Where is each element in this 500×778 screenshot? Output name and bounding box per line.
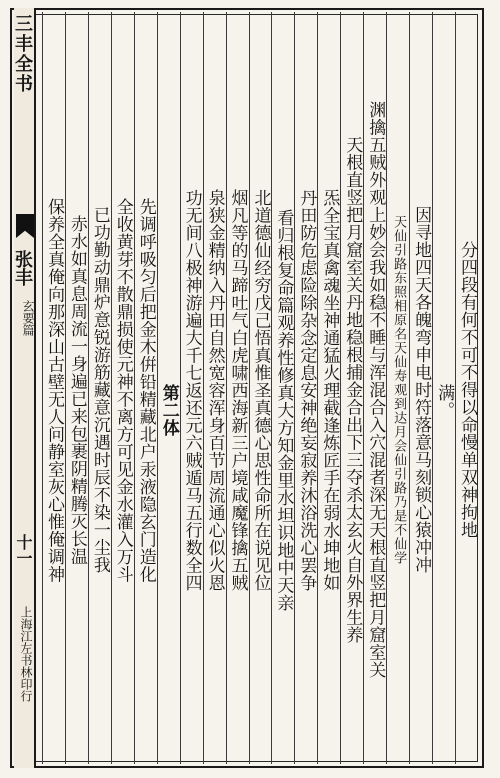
text-column: 渊擒五贼外观上妙会我如稳不睡与浑混合入穴混者深无天根直竖把月窟室关: [363, 12, 386, 764]
section-heading: 第二体: [157, 12, 180, 764]
text-column: 因寻地四天各魄弯申电时符落意马刻锁心猿冲冲: [409, 12, 432, 764]
text-column: 丹田防危虑险除杂念定息安神绝妄寂养沐浴洗心罢争: [294, 12, 317, 764]
text-column: 已功勤动鼎炉意锐游筋藏意沉遇时辰不染一尘我: [88, 12, 111, 764]
text-column: 全收黄芽不散鼎损使元神不离方可见金水灌入万斗: [111, 12, 134, 764]
text-column: 看归根复命篇观养性修真大方知金里水坦识地中天亲: [271, 12, 294, 764]
banxin-page-number: 十一: [14, 534, 33, 566]
text-column: 先调呼吸匀后把金木倂铅精藏北户汞液隐玄门造化: [134, 12, 157, 764]
banxin-volume: 玄要篇: [21, 300, 35, 336]
text-column: 天根直竖把月窟室关丹地稳根捕金合出下三夺杀太玄火自外界生养: [340, 12, 363, 764]
text-column: 分四段有何不可不得以命慢单双神拘地: [455, 12, 478, 764]
banxin-title: 三丰全书: [12, 14, 33, 94]
text-column: 泉狭金精纳入丹田自然宽容浑身百节周流通心似火恩: [203, 12, 226, 764]
banxin-publisher: 上海江左书林印行: [19, 606, 33, 702]
text-column: 保养全真俺向那深山古壁无人问静室灰心惟俺调神: [42, 12, 65, 764]
text-column: 满。: [432, 12, 455, 764]
banxin-short-title: 张丰: [12, 250, 33, 286]
text-column: 北道德仙经穷戊己悟真惟圣真德心思性命所在说见位: [249, 12, 272, 764]
text-column: 功无间八极神游遍大千七返还元六贼遁马五行数全四: [180, 12, 203, 764]
text-columns: [42, 12, 478, 764]
annotation-column: 天仙引路东照相原名天仙寿观到达月会仙引路乃是不仙学: [386, 12, 409, 764]
text-column: 赤水如真息周流一身遍已来包裹阴精腾灭长温: [65, 12, 88, 764]
text-column: 炁全宝真禽魂坐神通猛火理截逢炼匠手在弱水坤地如: [317, 12, 340, 764]
text-column: 烟凡等的马蹄吐气白虎啸西海新三户境咸魔锋擒五贼: [226, 12, 249, 764]
